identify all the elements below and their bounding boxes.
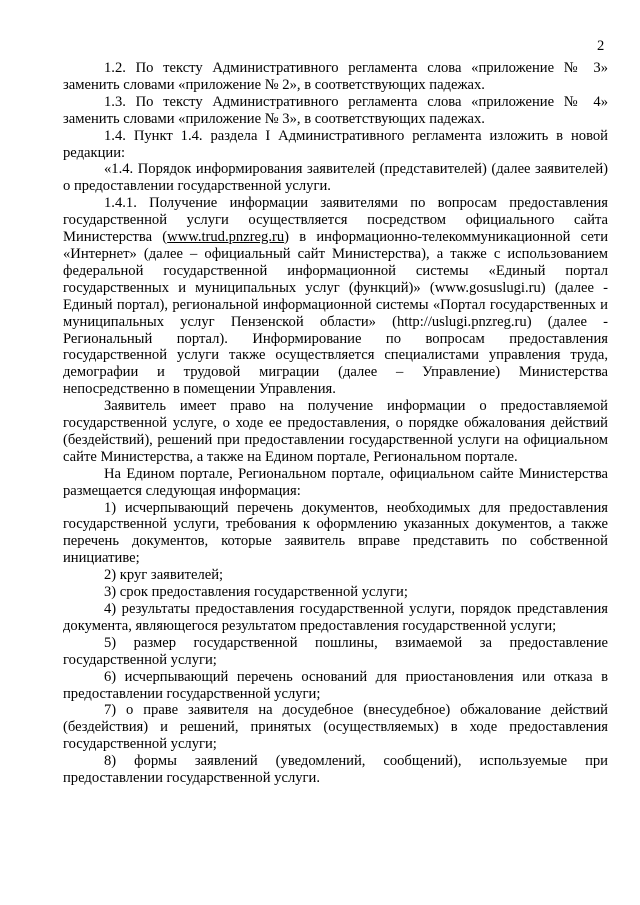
paragraph-1-4-1 [63, 195, 608, 398]
paragraph-1-4-quote: «1.4. Порядок информирования заявителей (представителей) (далее заявителей) о предоставлении государственной услуги. [63, 161, 608, 195]
paragraph-1-4: 1.4. Пункт 1.4. раздела I Административного регламента изложить в новой редакции: [63, 127, 608, 161]
paragraph-1-2: 1.2. По тексту Административного регламента слова «приложение № 3» заменить словами «приложение № 2», в соответствующих падежах. [63, 60, 608, 93]
list-item-3: 3) срок предоставления государственной услуги; [104, 584, 408, 601]
paragraph-1-3: 1.3. По тексту Административного регламента слова «приложение № 4» заменить словами «приложение № 3», в соответствующих падежах. [63, 93, 608, 127]
paragraph-1-4-1-before: 1.4.1. Получение информации заявителями по вопросам предоставления государственной услуги осуществляется посредством официального сайта Министерства ( [63, 195, 608, 246]
paragraph-1-4-1-after: ) в информационно-телекоммуникационной сети «Интернет» (далее – официальный сайт Министерства), а также с использованием федеральной государственной информационной системы «Единый портал государственных и муниципальных услуг (функций)» (www.gosuslugi.ru) (далее - Единый портал), региональной информационной системы «Портал государственных и муниципальных услуг Пензенской области» (http://uslugi.pnzreg.ru) (далее - Региональный портал). Информирование по вопросам предоставления государственной услуги также осуществляется специалистами управления труда, демографии и трудовой миграции (далее – Управление) Министерства непосредственно в помещении Управления. [63, 229, 608, 398]
document-body [63, 60, 608, 787]
list-item-7: 7) о праве заявителя на досудебное (внесудебное) обжалование действий (бездействия) и решений, принятых (осуществляемых) в ходе предоставления государственной услуги; [63, 702, 608, 753]
list-item-4: 4) результаты предоставления государственной услуги, порядок представления документа, являющегося результатом предоставления государственной услуги; [63, 601, 608, 634]
list-item-6: 6) исчерпывающий перечень оснований для приостановления или отказа в предоставлении государственной услуги; [63, 668, 608, 702]
list-item-2: 2) круг заявителей; [104, 567, 224, 584]
paragraph-applicant-rights: Заявитель имеет право на получение информации о предоставляемой государственной услуге, о ходе ее предоставления, о порядке обжалования действий (бездействий), решений при предоставлении государственной услуги на официальном сайте Министерства, а также на Едином портале, Региональном портале. [63, 398, 608, 465]
list-item-5: 5) размер государственной пошлины, взимаемой за предоставление государственной услуги; [63, 634, 608, 668]
paragraph-portal-info: На Едином портале, Региональном портале, официальном сайте Министерства размещается следующая информация: [63, 465, 608, 499]
list-item-8: 8) формы заявлений (уведомлений, сообщений), используемые при предоставлении государственной услуги. [63, 753, 608, 787]
ministry-site-link[interactable]: www.trud.pnzreg.ru [167, 229, 285, 246]
page-number: 2 [597, 38, 605, 54]
list-item-1: 1) исчерпывающий перечень документов, необходимых для предоставления государственной услуги, требования к оформлению указанных документов, а также перечень документов, которые заявитель вправе представить по собственной инициативе; [63, 499, 608, 567]
